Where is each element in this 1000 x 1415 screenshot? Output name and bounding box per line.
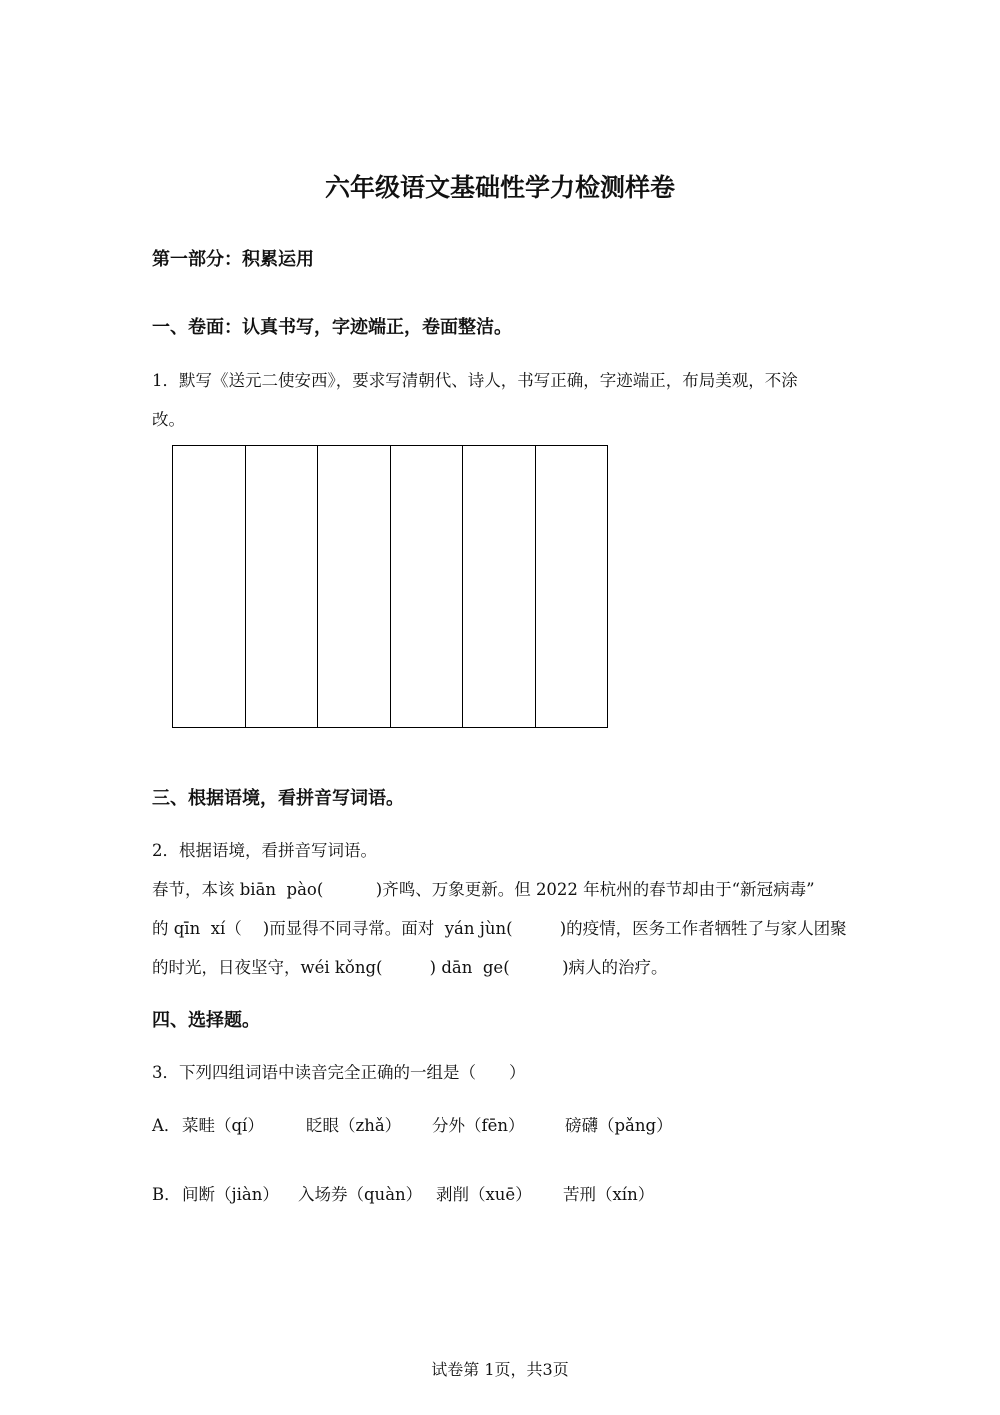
page-title: 六年级语文基础性学力检测样卷	[324, 173, 675, 202]
question1-line1: 1．默写《送元二使安西》，要求写清朝代、诗人，书写正确，字迹端正，布局美观，不涂	[152, 371, 798, 390]
question2-line1: 春节，本该 biān pào( )齐鸣、万象更新。但 2022 年杭州的春节却由于“新冠病毒”	[152, 880, 815, 899]
writing-column[interactable]	[463, 446, 536, 727]
option-b-item: 苦刑（xín）	[563, 1185, 655, 1204]
option-b-label: B．	[152, 1185, 181, 1204]
question1-line2: 改。	[152, 410, 185, 429]
option-a-label: A．	[152, 1116, 181, 1135]
question2-line3: 的时光，日夜坚守，wéi kǒng( ) dān ge( )病人的治疗。	[152, 958, 668, 977]
section4-heading: 四、选择题。	[152, 1010, 260, 1031]
writing-column[interactable]	[173, 446, 246, 727]
writing-column[interactable]	[318, 446, 391, 727]
option-a-item: 眨眼（zhǎ）	[306, 1116, 402, 1135]
writing-column[interactable]	[246, 446, 319, 727]
page-footer: 试卷第 1页，共3页	[431, 1360, 569, 1379]
question3-title: 3．下列四组词语中读音完全正确的一组是（ ）	[152, 1063, 526, 1082]
writing-column[interactable]	[536, 446, 608, 727]
question2-title: 2．根据语境，看拼音写词语。	[152, 841, 377, 860]
option-a-item: 菜畦（qí）	[182, 1116, 264, 1135]
option-b-item: 剥削（xuē）	[436, 1185, 532, 1204]
question2-line2: 的 qīn xí（ )而显得不同寻常。面对 yán jùn( )的疫情，医务工作者牺牲了与家人团聚	[152, 919, 847, 938]
section1-heading: 一、卷面：认真书写，字迹端正，卷面整洁。	[152, 317, 512, 338]
option-b-item: 入场券（quàn）	[298, 1185, 423, 1204]
writing-grid[interactable]	[172, 445, 608, 728]
option-a-item: 磅礴（pǎng）	[565, 1116, 673, 1135]
option-a-item: 分外（fēn）	[432, 1116, 525, 1135]
writing-column[interactable]	[391, 446, 464, 727]
option-b-item: 间断（jiàn）	[182, 1185, 279, 1204]
section3-heading: 三、根据语境，看拼音写词语。	[152, 788, 404, 809]
part-heading: 第一部分：积累运用	[152, 249, 314, 270]
